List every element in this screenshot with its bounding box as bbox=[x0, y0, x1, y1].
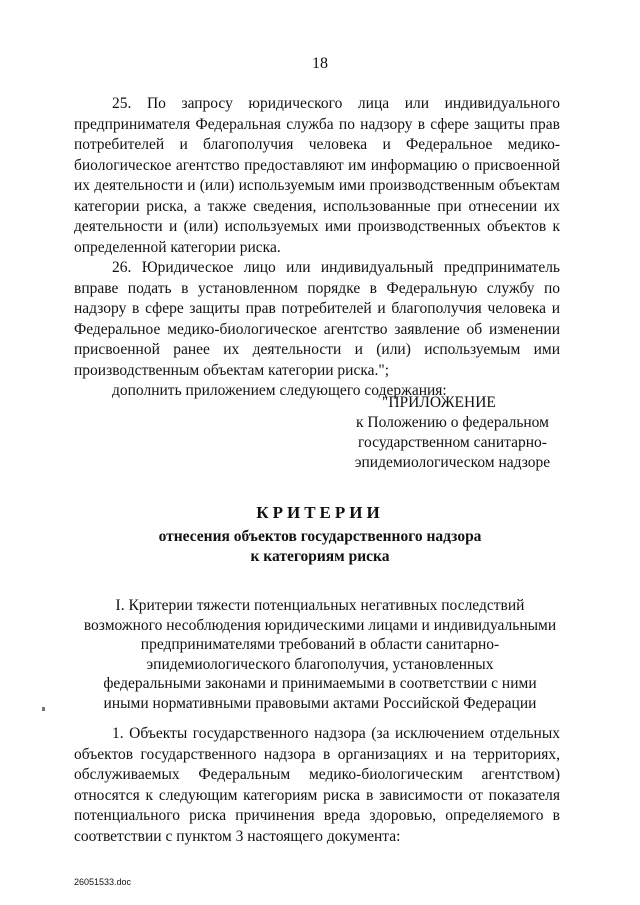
section-heading-line: иными нормативными правовыми актами Российской Федерации bbox=[103, 694, 537, 712]
section-heading-line: возможного несоблюдения юридическими лицами и индивидуальными bbox=[83, 616, 557, 634]
appendix-header bbox=[345, 393, 560, 473]
document-body-top bbox=[74, 94, 560, 402]
paragraph-1: 1. Объекты государственного надзора (за исключением отдельных объектов государственного надзора в организациях и на территориях, обслуживаемых Федеральным медико-биологическим агентством) относятся к следующим категориям риска в зависимости от показателя потенциального риска причинения вреда здоровью, определяемого в соответствии с пунктом 3 настоящего документа: bbox=[74, 725, 560, 845]
paragraph-amendment: дополнить приложением следующего содержания: bbox=[112, 382, 447, 399]
section-heading-line: эпидемиологического благополучия, установленных bbox=[146, 655, 494, 673]
page-number: 18 bbox=[312, 55, 328, 72]
margin-mark bbox=[42, 707, 45, 711]
paragraph-25: 25. По запросу юридического лица или индивидуального предпринимателя Федеральная служба по надзору в сфере защиты прав потребителей и благополучия человека и Федеральное медико-биологическое агентство предоставляют им информацию о присвоенной их деятельности и (или) используемым ими производственным объектам категории риска, а также сведения, использованные при отнесении их деятельности и (или) используемых ими производственных объектов к определенной категории риска. bbox=[74, 95, 560, 256]
section-heading-line: предпринимателями требований в области санитарно- bbox=[140, 636, 500, 653]
section-heading-line: федеральными законами и принимаемыми в соответствии с ними bbox=[103, 675, 537, 692]
section-heading-line: I. Критерии тяжести потенциальных негативных последствий bbox=[115, 597, 525, 614]
criteria-subtitle bbox=[0, 527, 640, 567]
appendix-title: "ПРИЛОЖЕНИЕ bbox=[382, 394, 496, 411]
appendix-line: государственном санитарно- bbox=[358, 434, 547, 451]
criteria-subtitle-line: отнесения объектов государственного надзора bbox=[158, 528, 482, 545]
appendix-line: эпидемиологическом надзоре bbox=[354, 454, 551, 471]
paragraph-26: 26. Юридическое лицо или индивидуальный предприниматель вправе подать в установленном порядке в Федеральную службу по надзору в сфере защиты прав потребителей и благополучия человека и Федеральное медико-биологическое агентство заявление об изменении присвоенной ранее их деятельности и (или) используемым ими производственным объектам категории риска."; bbox=[74, 259, 560, 379]
section-heading bbox=[80, 596, 560, 713]
criteria-title: КРИТЕРИИ bbox=[256, 503, 384, 522]
criteria-subtitle-line: к категориям риска bbox=[250, 548, 390, 565]
document-body-bottom bbox=[74, 724, 560, 847]
document-file-code: 26051533.doc bbox=[74, 877, 132, 887]
appendix-line: к Положению о федеральном bbox=[356, 414, 549, 431]
